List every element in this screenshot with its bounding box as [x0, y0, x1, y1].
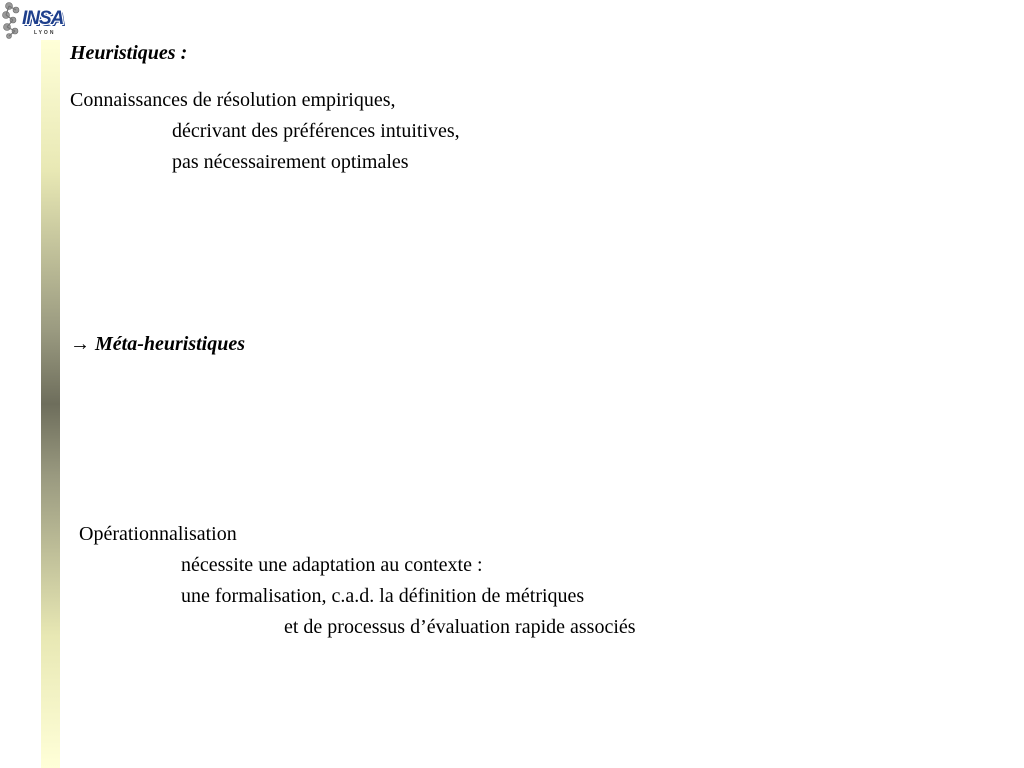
operationalization-line-4: et de processus d’évaluation rapide associés — [284, 616, 636, 638]
logo-wordmark: INSA — [22, 8, 64, 29]
operationalization-line-2: nécessite une adaptation au contexte : — [181, 554, 483, 576]
meta-heuristics-heading — [70, 332, 245, 356]
operationalization-line-1: Opérationnalisation — [79, 523, 237, 545]
heuristics-definition-line-1: Connaissances de résolution empiriques, — [70, 89, 396, 111]
heuristics-title: Heuristiques : — [70, 42, 188, 64]
heuristics-definition-line-3: pas nécessairement optimales — [172, 151, 409, 173]
insa-lyon-logo — [0, 0, 62, 42]
logo-subtitle: LYON — [34, 30, 56, 36]
decorative-side-bar — [41, 40, 60, 768]
operationalization-line-3: une formalisation, c.a.d. la définition de métriques — [181, 585, 585, 607]
heuristics-definition-line-2: décrivant des préférences intuitives, — [172, 120, 460, 142]
right-arrow-icon: → — [70, 333, 90, 355]
meta-heuristics-title: Méta-heuristiques — [95, 333, 246, 355]
